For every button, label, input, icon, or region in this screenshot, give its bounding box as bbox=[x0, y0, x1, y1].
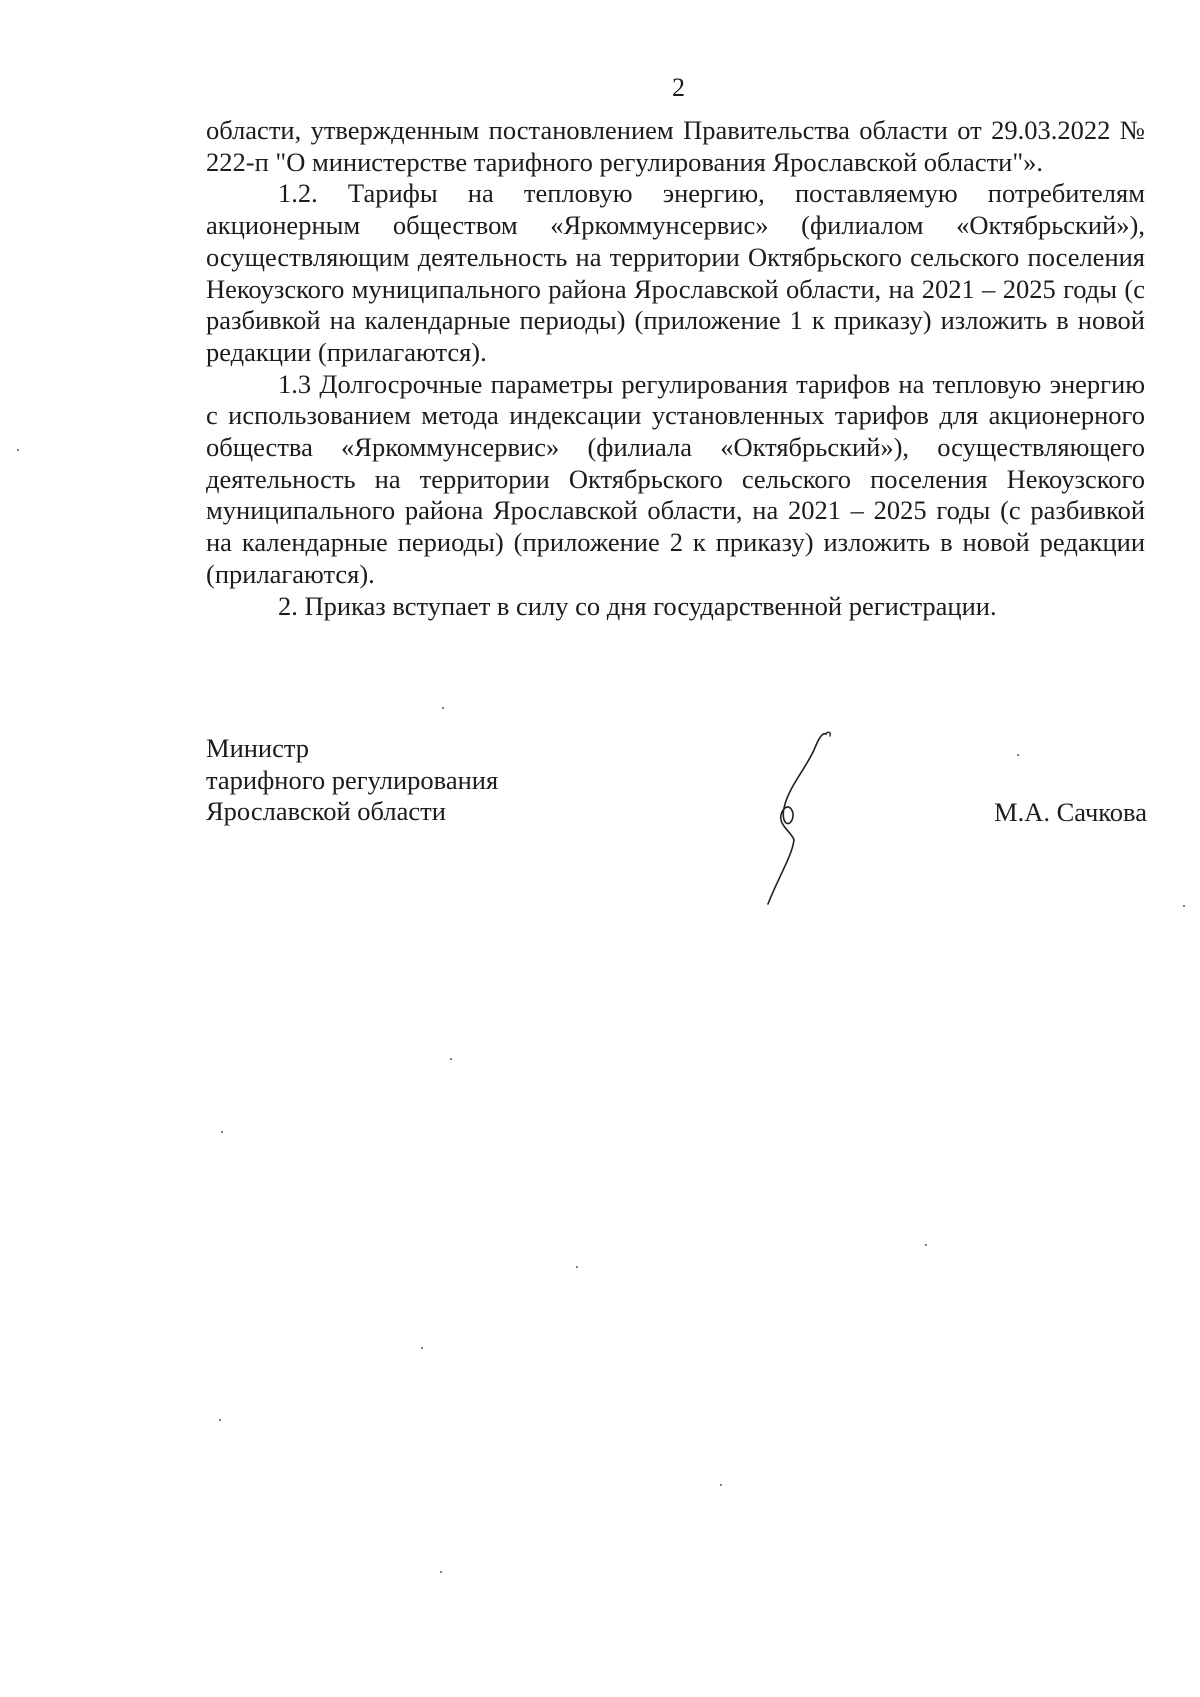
document-body bbox=[206, 115, 1145, 622]
handwritten-signature bbox=[748, 728, 848, 908]
paragraph-1-2: 1.2. Тарифы на тепловую энергию, поставляемую потребителям акционерным обществом «Яркоммунсервис» (филиалом «Октябрьский»), осуществляющим деятельность на территории Октябрьского сельского поселения Некоузского муниципального района Ярославской области, на 2021 – 2025 годы (с разбивкой на календарные периоды) (приложение 1 к приказу) изложить в новой редакции (прилагаются). bbox=[206, 178, 1145, 367]
paragraph-2: 2. Приказ вступает в силу со дня государственной регистрации. bbox=[278, 590, 997, 621]
signatory-title-line: тарифного регулирования bbox=[206, 764, 499, 795]
scan-speck bbox=[442, 707, 444, 709]
signatory-name: М.А. Сачкова bbox=[994, 797, 1147, 827]
scan-speck bbox=[221, 1131, 223, 1133]
scan-speck bbox=[576, 1266, 578, 1268]
paragraph-continuation: области, утвержденным постановлением Правительства области от 29.03.2022 № 222-п "О министерстве тарифного регулирования Ярославской области"». bbox=[206, 115, 1145, 177]
scan-speck bbox=[925, 1244, 927, 1246]
page-number: 2 bbox=[672, 73, 685, 102]
scan-speck bbox=[1183, 905, 1185, 907]
scan-speck bbox=[219, 1419, 221, 1421]
scan-speck bbox=[1017, 754, 1019, 756]
signatory-title bbox=[206, 733, 498, 828]
scan-speck bbox=[450, 1058, 452, 1060]
scan-speck bbox=[440, 1571, 442, 1573]
scan-speck bbox=[17, 449, 19, 451]
signatory-title-line: Ярославской области bbox=[206, 796, 446, 826]
scan-speck bbox=[421, 1347, 423, 1349]
scan-speck bbox=[720, 1484, 722, 1486]
paragraph-1-3: 1.3 Долгосрочные параметры регулирования тарифов на тепловую энергию с использованием метода индексации установленных тарифов для акционерного общества «Яркоммунсервис» (филиала «Октябрьский»), осуществляющего деятельность на территории Октябрьского сельского поселения Некоузского муниципального района Ярославской области, на 2021 – 2025 годы (с разбивкой на календарные периоды) (приложение 2 к приказу) изложить в новой редакции (прилагаются). bbox=[206, 368, 1145, 589]
signatory-title-line: Министр bbox=[206, 733, 310, 763]
